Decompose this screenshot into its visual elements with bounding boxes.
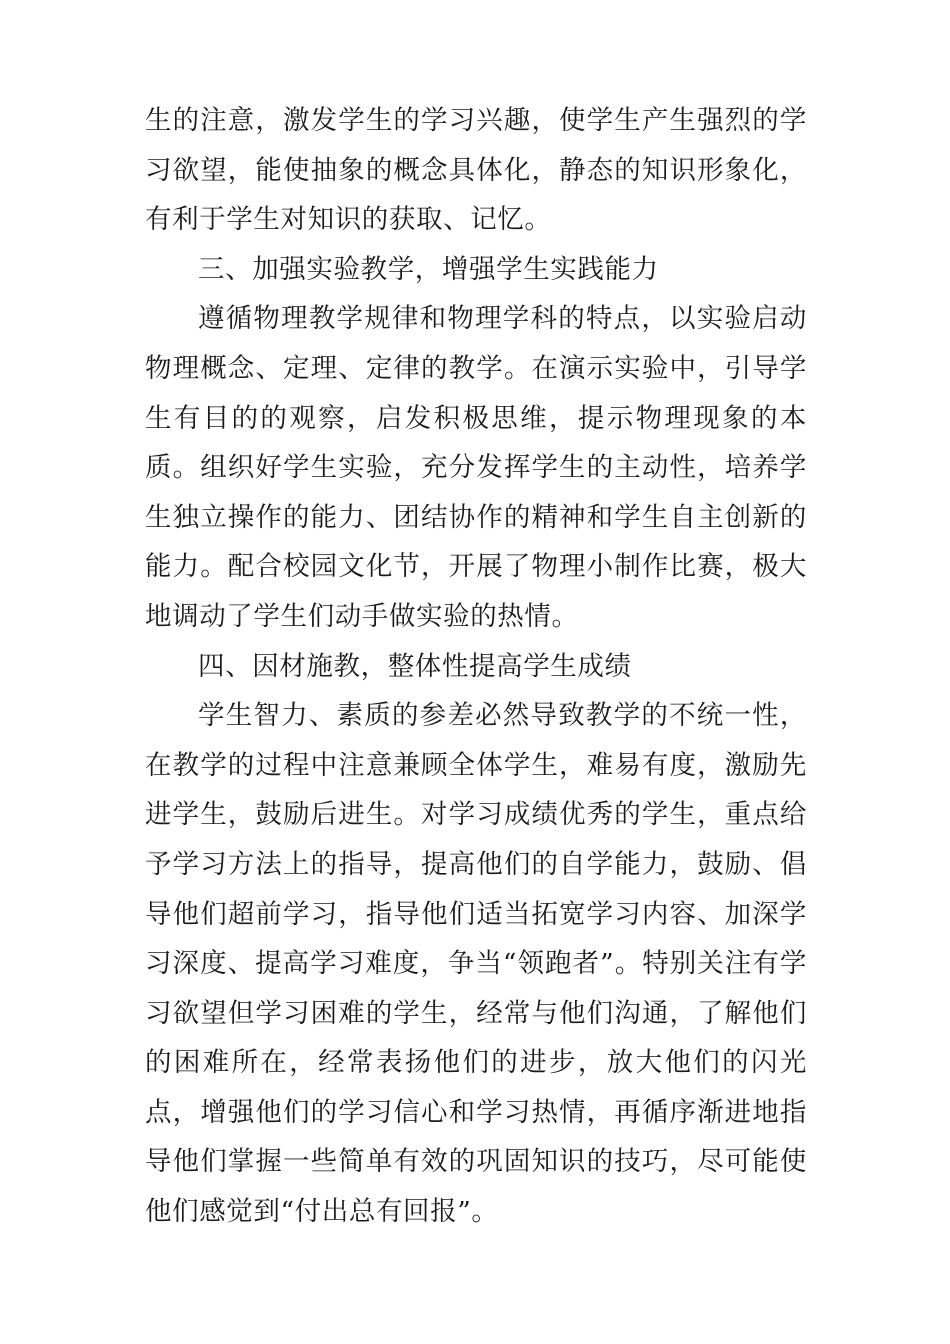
paragraph-continuation: 生的注意，激发学生的学习兴趣，使学生产生强烈的学习欲望，能使抽象的概念具体化，静态的知识形象化，有利于学生对知识的获取、记忆。 [145,105,807,236]
section-heading-four: 四、因材施教，整体性提高学生成绩 [198,650,632,682]
document-body [145,96,807,1237]
paragraph-experiment-teaching: 遵循物理教学规律和物理学科的特点，以实验启动物理概念、定理、定律的教学。在演示实验中，引导学生有目的的观察，启发积极思维，提示物理现象的本质。组织好学生实验，充分发挥学生的主动性，培养学生独立操作的能力、团结协作的精神和学生自主创新的能力。配合校园文化节，开展了物理小制作比赛，极大地调动了学生们动手做实验的热情。 [145,303,807,632]
paragraph-individualized-teaching: 学生智力、素质的参差必然导致教学的不统一性，在教学的过程中注意兼顾全体学生，难易有度，激励先进学生，鼓励后进生。对学习成绩优秀的学生，重点给予学习方法上的指导，提高他们的自学能力，鼓励、倡导他们超前学习，指导他们适当拓宽学习内容、加深学习深度、提高学习难度，争当“领跑者”。特别关注有学习欲望但学习困难的学生，经常与他们沟通，了解他们的困难所在，经常表扬他们的进步，放大他们的闪光点，增强他们的学习信心和学习热情，再循序渐进地指导他们掌握一些简单有效的巩固知识的技巧，尽可能使他们感觉到“付出总有回报”。 [145,700,807,1228]
section-heading-three: 三、加强实验教学，增强学生实践能力 [198,253,659,285]
